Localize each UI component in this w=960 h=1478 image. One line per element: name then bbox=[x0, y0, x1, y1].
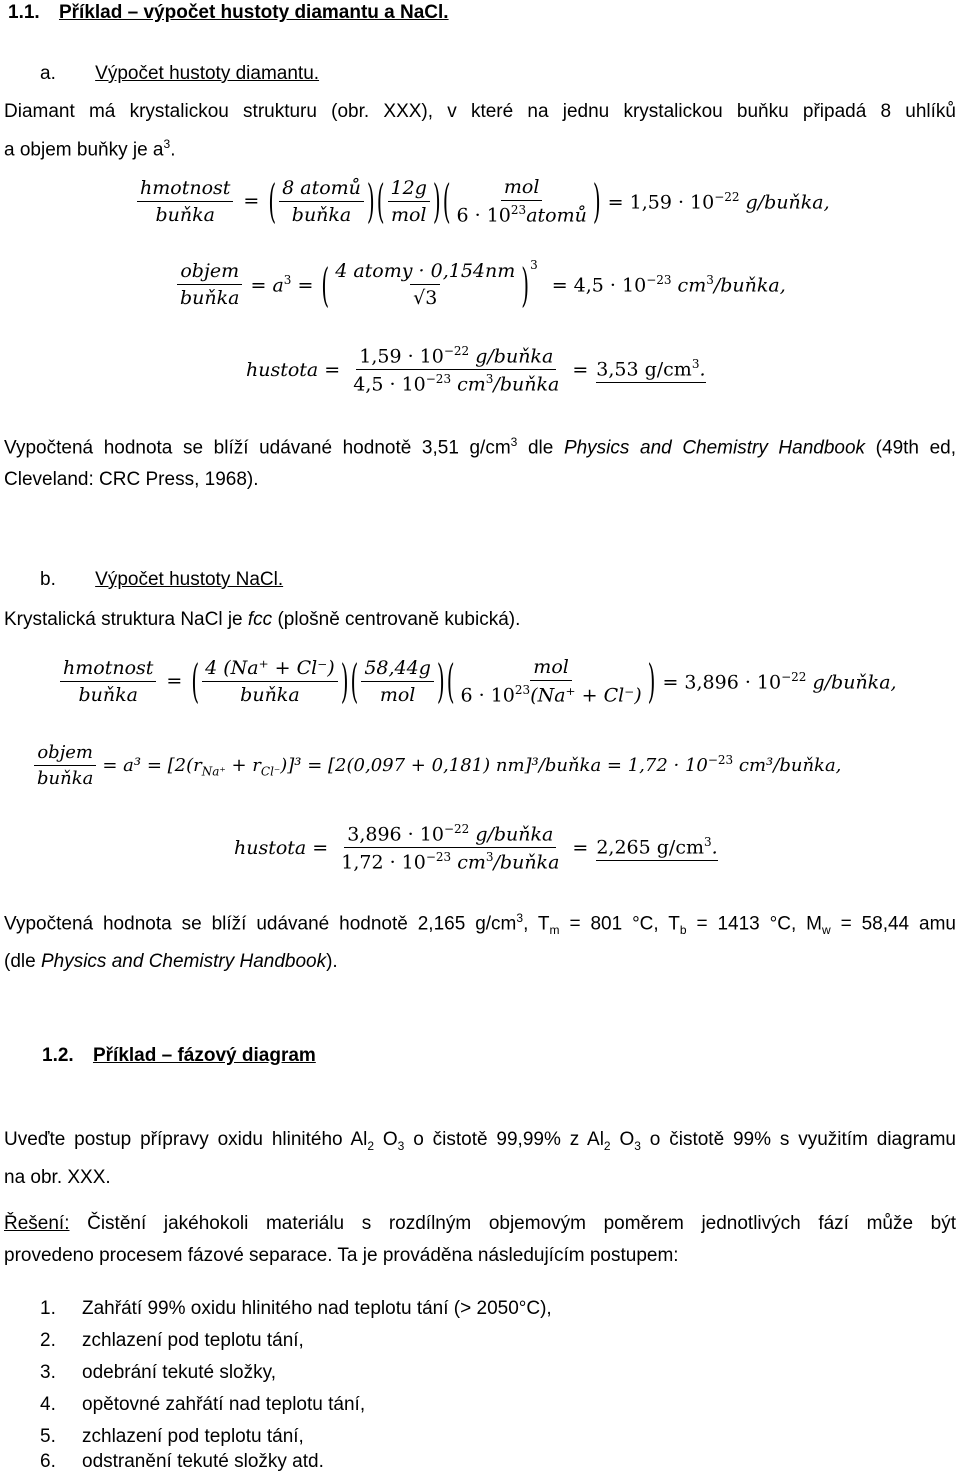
conclusion-line2 bbox=[4, 946, 956, 978]
numerator: mol bbox=[530, 656, 572, 681]
fraction bbox=[177, 260, 242, 309]
den-sup2: 3 bbox=[485, 372, 494, 387]
body: = a³ = [2(r bbox=[102, 754, 202, 776]
rhs-sup: −23 bbox=[646, 272, 672, 287]
equals: = bbox=[572, 358, 589, 381]
numerator: hmotnost bbox=[60, 657, 156, 682]
task-line1 bbox=[4, 1124, 956, 1162]
sub-na: Na⁺ bbox=[201, 764, 226, 779]
list-item bbox=[40, 1325, 304, 1357]
conclusion-mid4: = 58,44 amu bbox=[830, 913, 956, 935]
num-pre: 3,896 · 10 bbox=[347, 823, 444, 846]
conclusion-sup: 3 bbox=[516, 911, 524, 925]
den-post2: /buňka bbox=[493, 373, 560, 396]
denominator: buňka bbox=[37, 768, 94, 789]
step-text: odebrání tekuté složky, bbox=[82, 1362, 276, 1383]
volume-body bbox=[102, 753, 841, 779]
fraction bbox=[338, 822, 562, 874]
conclusion-line2: Cleveland: CRC Press, 1968). bbox=[4, 469, 259, 491]
denominator: buňka bbox=[240, 683, 300, 706]
fraction bbox=[137, 177, 233, 226]
den-sup2: 3 bbox=[485, 850, 494, 865]
rhs bbox=[552, 273, 786, 296]
step-number: 6. bbox=[40, 1451, 56, 1472]
solution-line2: provedeno procesem fázové separace. Ta je prováděna následujícím postupem: bbox=[4, 1245, 679, 1266]
task-mid: o čistotě 99,99% z Al bbox=[404, 1129, 604, 1150]
end: cm³/buňka, bbox=[733, 754, 842, 776]
numerator: 4 atomy · 0,154nm bbox=[335, 260, 516, 282]
num-pre: 1,59 · 10 bbox=[359, 345, 444, 368]
rhs-post: g/buňka, bbox=[806, 670, 897, 693]
numerator: 12g bbox=[388, 177, 430, 202]
denominator: mol bbox=[379, 683, 416, 706]
numerator: 4 (Na⁺ + Cl⁻) bbox=[202, 657, 338, 682]
conclusion-line1 bbox=[4, 902, 956, 946]
result-sup: 3 bbox=[703, 834, 712, 849]
fraction bbox=[60, 657, 156, 706]
numerator: mol bbox=[501, 176, 543, 201]
result-pre: 3,53 g/cm bbox=[596, 357, 692, 380]
equation-b-density bbox=[234, 822, 718, 874]
rest: )]³ = [2(0,097 + 0,181) nm]³/buňka = 1,72 · 10 bbox=[280, 754, 708, 776]
lhs: hustota = bbox=[246, 358, 341, 381]
conclusion-mid1: , T bbox=[523, 913, 550, 935]
result bbox=[596, 357, 705, 383]
numerator: hmotnost bbox=[137, 177, 233, 202]
den-sup: 23 bbox=[514, 683, 531, 697]
conclusion-mid: dle bbox=[517, 437, 564, 459]
den-post2: /buňka bbox=[493, 851, 560, 874]
conclusion-pre: Vypočtená hodnota se blíží udávané hodnotě 2,165 g/cm bbox=[4, 913, 517, 935]
conclusion-mid3: = 1413 °C, M bbox=[686, 913, 822, 935]
task-sub4: 3 bbox=[634, 1138, 641, 1153]
rhs-pre: = 1,59 · 10 bbox=[607, 190, 715, 213]
result-pre: 2,265 g/cm bbox=[596, 835, 704, 858]
den-post: (Na⁺ + Cl⁻) bbox=[530, 684, 642, 707]
part-a-title: Výpočet hustoty diamantu. bbox=[95, 63, 320, 84]
numerator: 58,44g bbox=[361, 657, 434, 682]
denominator bbox=[454, 201, 590, 226]
den-post: atomů bbox=[526, 204, 587, 227]
conclusion-line1 bbox=[4, 426, 956, 464]
num-post: g/buňka bbox=[469, 345, 554, 368]
denominator: buňka bbox=[291, 203, 352, 226]
section-heading-1-2 bbox=[42, 1042, 316, 1070]
solution-label: Řešení: bbox=[4, 1213, 70, 1234]
rhs-post2: /buňka, bbox=[713, 274, 786, 297]
part-b-title: Výpočet hustoty NaCl. bbox=[95, 569, 284, 590]
numerator bbox=[344, 822, 556, 848]
result-post: . bbox=[711, 835, 718, 858]
fraction bbox=[202, 657, 338, 706]
result bbox=[596, 835, 717, 861]
rhs-post: g/buňka, bbox=[739, 190, 830, 213]
mid-a: = a bbox=[250, 274, 284, 297]
rhs bbox=[662, 670, 896, 693]
book-title: Physics and Chemistry Handbook bbox=[40, 951, 327, 973]
rhs bbox=[608, 190, 830, 213]
fraction bbox=[34, 742, 96, 789]
fraction bbox=[332, 260, 518, 309]
den-pre: 1,72 · 10 bbox=[341, 851, 426, 874]
conclusion-post: (49th ed, bbox=[865, 437, 956, 459]
line2-post: ). bbox=[326, 951, 338, 973]
section-heading-1-1 bbox=[8, 0, 449, 26]
task-sub1: 2 bbox=[367, 1138, 375, 1153]
den-post: cm bbox=[451, 373, 486, 396]
numerator bbox=[356, 344, 556, 370]
fraction bbox=[458, 656, 645, 706]
den-pre: 6 · 10 bbox=[460, 684, 515, 707]
step-text: zchlazení pod teplotu tání, bbox=[82, 1426, 304, 1447]
list-item bbox=[40, 1446, 324, 1478]
fraction bbox=[350, 344, 562, 396]
step-number: 5. bbox=[40, 1426, 56, 1447]
den-sup: 23 bbox=[510, 203, 527, 217]
intro-text: a objem buňky je a bbox=[4, 139, 164, 161]
fraction bbox=[454, 176, 590, 226]
part-a-marker: a. bbox=[40, 63, 56, 84]
task-o: O bbox=[374, 1129, 398, 1150]
part-b-intro bbox=[4, 604, 956, 636]
intro-post: (plošně centrovaně kubická). bbox=[272, 609, 521, 630]
task-line2: na obr. XXX. bbox=[4, 1166, 111, 1188]
intro-italic: fcc bbox=[247, 609, 273, 630]
step-number: 2. bbox=[40, 1330, 56, 1351]
intro-sup: 3 bbox=[163, 137, 171, 151]
denominator bbox=[338, 848, 562, 873]
solution-line1 bbox=[4, 1208, 956, 1240]
part-b-conclusion bbox=[4, 902, 956, 978]
denominator: √3 bbox=[410, 284, 440, 309]
mid-eq: = bbox=[291, 274, 314, 297]
list-item bbox=[40, 1389, 365, 1421]
mid bbox=[250, 273, 313, 296]
den-pre: 6 · 10 bbox=[456, 204, 511, 227]
denominator: buňka bbox=[180, 287, 240, 309]
sub-m: m bbox=[549, 923, 560, 938]
step-number: 4. bbox=[40, 1394, 56, 1415]
equals: = bbox=[572, 836, 589, 859]
section-number: 1.2. bbox=[42, 1045, 74, 1066]
fraction bbox=[361, 657, 434, 706]
part-b-heading bbox=[40, 566, 283, 594]
section-number: 1.1. bbox=[8, 2, 40, 23]
part-a-heading bbox=[40, 60, 319, 88]
paren-sup: 3 bbox=[530, 258, 538, 272]
step-text: opětovné zahřátí nad teplotu tání, bbox=[82, 1394, 366, 1415]
list-item bbox=[40, 1357, 276, 1389]
conclusion-mid2: = 801 °C, T bbox=[559, 913, 680, 935]
section-title: Příklad – výpočet hustoty diamantu a NaCl. bbox=[58, 2, 449, 23]
num-sup: −22 bbox=[443, 822, 470, 836]
numerator: 8 atomů bbox=[279, 177, 364, 202]
equation-a-mass: $\frac{\text{hmotnost}}{\text{buňka}}$ = ( $\frac{\text{8 atomů}}{\text{buňka}}$ ) ( $\frac{12g}{\text{mol}}$ ) ( $\frac{\text{mol}}{6 \cdot 10^{23}atomů}$ ) = $1,59 \cdot 10^{-22}$ g/buňka, bbox=[135, 176, 830, 226]
sub-w: w bbox=[821, 923, 831, 938]
rest-sup: −23 bbox=[707, 752, 734, 767]
den-post: cm bbox=[451, 851, 486, 874]
solution bbox=[4, 1208, 956, 1272]
numerator: objem bbox=[34, 742, 96, 766]
section-title: Příklad – fázový diagram bbox=[92, 1045, 316, 1066]
intro-pre: Krystalická struktura NaCl je bbox=[4, 609, 248, 630]
denominator: mol bbox=[390, 203, 427, 226]
part-a-intro-line2 bbox=[4, 128, 956, 166]
task-o2: O bbox=[610, 1129, 635, 1150]
rhs-pre: = 4,5 · 10 bbox=[551, 274, 647, 297]
intro-end: . bbox=[170, 139, 176, 161]
denominator bbox=[350, 370, 562, 395]
sub-cl: Cl⁻ bbox=[260, 764, 281, 779]
line2-pre: (dle bbox=[4, 951, 41, 973]
sub-b: b bbox=[679, 923, 687, 938]
result-post: . bbox=[699, 357, 706, 380]
task-pre: Uveďte postup přípravy oxidu hlinitého Al bbox=[4, 1129, 368, 1150]
task-sub2: 3 bbox=[397, 1138, 405, 1153]
task bbox=[4, 1124, 956, 1194]
fraction bbox=[388, 177, 430, 226]
rhs-sup: −22 bbox=[781, 669, 807, 684]
denominator: buňka bbox=[155, 203, 215, 226]
equation-a-volume: $\frac{\text{objem}}{\text{buňka}}$ = $a^3$ = ( $\frac{\text{4 atomy · 0,154nm}}{√3}$ ) $^3$ = $4,5 \cdot 10^{-23}$ $cm^3$/buňka, bbox=[175, 260, 786, 309]
rhs-post: cm bbox=[671, 274, 707, 297]
equation-a-density bbox=[246, 344, 706, 396]
conclusion-sup: 3 bbox=[510, 435, 518, 449]
step-number: 1. bbox=[40, 1298, 56, 1319]
rhs-sup: −22 bbox=[714, 189, 740, 204]
conclusion-pre: Vypočtená hodnota se blíží udávané hodnotě 3,51 g/cm bbox=[4, 437, 511, 459]
numerator: objem bbox=[177, 260, 242, 285]
num-sup: −22 bbox=[443, 344, 470, 358]
part-a-intro-line1: Diamant má krystalickou strukturu (obr. XXX), v které na jednu krystalickou buňku připadá 8 uhlíků bbox=[4, 101, 956, 122]
mid: + r bbox=[225, 754, 261, 776]
rhs-sup2: 3 bbox=[706, 272, 714, 287]
equation-b-mass: $\frac{\text{hmotnost}}{\text{buňka}}$ = ( $\frac{4 (Na^+ + Cl^-)}{\text{buňka}}$ ) ( $\frac{58,44g}{\text{mol}}$ ) ( $\frac{\text{mol}}{6 \cdot 10^{23}(Na^+ + Cl^-)}$ ) = $3,896 \cdot 10^{-22}$ g/buňka, bbox=[58, 656, 897, 706]
step-text: Zahřátí 99% oxidu hlinitého nad teplotu tání (> 2050°C), bbox=[82, 1298, 552, 1319]
step-text: odstranění tekuté složky atd. bbox=[82, 1451, 324, 1472]
result-sup: 3 bbox=[691, 356, 700, 371]
lhs: hustota = bbox=[234, 836, 329, 859]
num-post: g/buňka bbox=[469, 823, 554, 846]
fraction bbox=[279, 177, 364, 226]
step-number: 3. bbox=[40, 1362, 56, 1383]
list-item bbox=[40, 1293, 552, 1325]
rhs-pre: = 3,896 · 10 bbox=[662, 670, 782, 693]
den-sup: −23 bbox=[425, 372, 452, 387]
denominator: buňka bbox=[78, 683, 138, 706]
task-sub3: 2 bbox=[603, 1138, 611, 1153]
part-a-intro bbox=[4, 96, 956, 166]
solution-text: Čistění jakéhokoli materiálu s rozdílným objemovým poměrem jednotlivých fází může být bbox=[69, 1213, 956, 1234]
step-text: zchlazení pod teplotu tání, bbox=[82, 1330, 304, 1351]
mid-sup: 3 bbox=[283, 272, 292, 287]
book-title: Physics and Chemistry Handbook bbox=[563, 437, 866, 459]
task-post: o čistotě 99% s využitím diagramu bbox=[640, 1129, 956, 1150]
part-a-conclusion bbox=[4, 426, 956, 496]
denominator bbox=[458, 681, 645, 706]
den-sup: −23 bbox=[425, 850, 452, 865]
equation-b-volume bbox=[32, 742, 841, 789]
den-pre: 4,5 · 10 bbox=[353, 373, 426, 396]
part-b-marker: b. bbox=[40, 569, 56, 590]
